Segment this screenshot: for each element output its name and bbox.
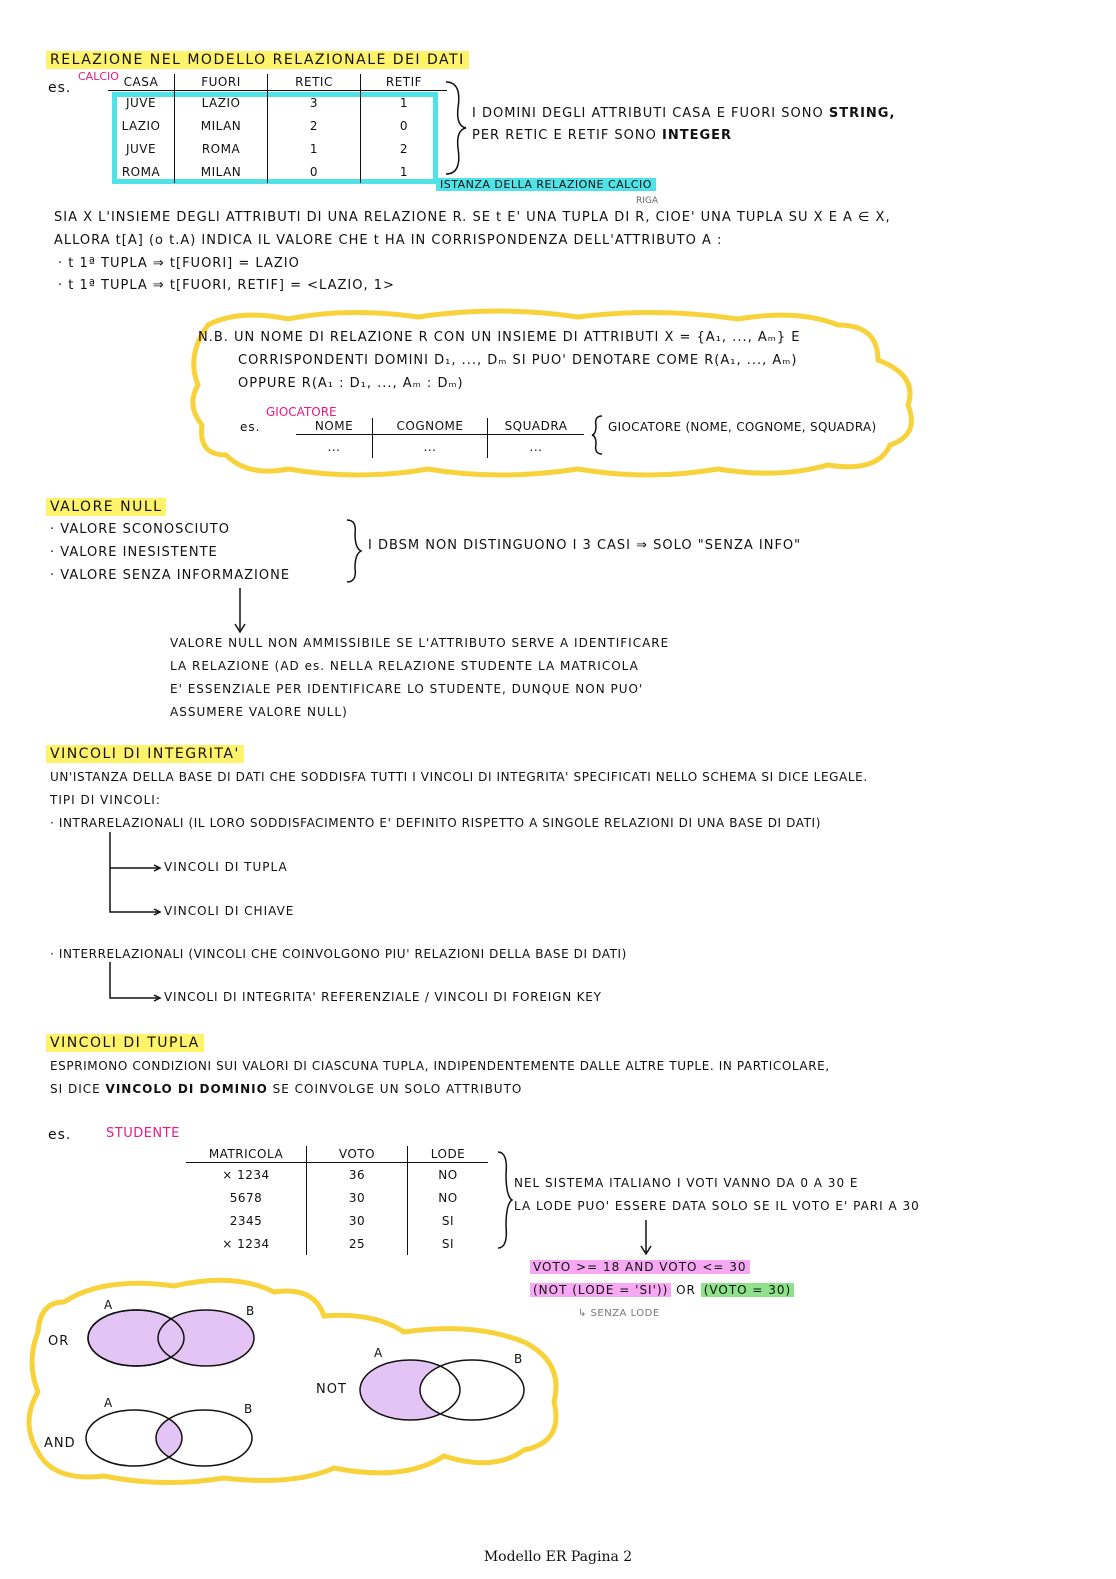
table-row (108, 160, 447, 183)
giocatore-schema: GIOCATORE (NOME, COGNOME, SQUADRA) (608, 420, 877, 434)
venn-or-a: A (104, 1298, 114, 1312)
venn-and-b: B (244, 1402, 254, 1416)
vincoli-tupla-line1: ESPRIMONO CONDIZIONI SUI VALORI DI CIASCUNA TUPLA, INDIPENDENTEMENTE DALLE ALTRE TUPLE. IN PARTICOLARE, (50, 1059, 830, 1073)
brace-icon (343, 518, 363, 584)
studente-table (186, 1146, 488, 1255)
es-label: es. (240, 420, 261, 434)
cell: NO (438, 1190, 458, 1205)
table-row (296, 435, 584, 459)
venn-and-a: A (104, 1396, 114, 1410)
cell: NO (438, 1167, 458, 1182)
nb-line1: N.B. UN NOME DI RELAZIONE R CON UN INSIEME DI ATTRIBUTI X = {A₁, ..., Aₘ} E (198, 330, 801, 345)
arrow-down-icon (232, 586, 248, 636)
relation-name-studente: STUDENTE (106, 1126, 180, 1141)
cell: 30 (307, 1209, 408, 1232)
senza-lode-note: ↳ SENZA LODE (578, 1308, 660, 1319)
cell: LAZIO (175, 91, 268, 115)
instance-label: ISTANZA DELLA RELAZIONE CALCIO (436, 178, 656, 191)
header-retic: RETIC (268, 74, 361, 91)
calcio-table-wrapper (108, 74, 447, 183)
vincoli-tupla-item: VINCOLI DI TUPLA (164, 860, 288, 874)
null-explanation-4: ASSUMERE VALORE NULL) (170, 705, 348, 719)
cell: JUVE (108, 91, 175, 115)
null-item-2: · VALORE INESISTENTE (50, 545, 218, 560)
brace-icon (440, 78, 470, 178)
cell: 1 (399, 95, 409, 110)
nb-line2: CORRISPONDENTI DOMINI D₁, ..., Dₘ SI PUO' DENOTARE COME R(A₁, ..., Aₘ) (238, 353, 798, 368)
header-lode: LODE (408, 1146, 489, 1163)
venn-and-label: AND (44, 1436, 76, 1451)
vincoli-intra: · INTRARELAZIONALI (IL LORO SODDISFACIMENTO E' DEFINITO RISPETTO A SINGOLE RELAZIONI DI UNA BASE DI DATI) (50, 816, 821, 830)
cell: SI (441, 1213, 455, 1228)
tupla-bullet1: · t 1ª TUPLA ⇒ t[FUORI] = LAZIO (58, 256, 300, 271)
studente-note-line1: NEL SISTEMA ITALIANO I VOTI VANNO DA 0 A 30 E (514, 1176, 859, 1190)
venn-or-label: OR (48, 1334, 70, 1349)
vincoli-chiave-item: VINCOLI DI CHIAVE (164, 904, 295, 918)
expr-voto-range: VOTO >= 18 AND VOTO <= 30 (530, 1260, 750, 1274)
cell: 25 (307, 1232, 408, 1255)
studente-note-line2: LA LODE PUO' ESSERE DATA SOLO SE IL VOTO E' PARI A 30 (514, 1199, 920, 1213)
es-label: es. (48, 80, 72, 96)
giocatore-table-wrapper (296, 418, 584, 458)
riga-annotation: RIGA (636, 196, 659, 206)
table-row (108, 137, 447, 160)
domain-note-line1: I DOMINI DEGLI ATTRIBUTI CASA E FUORI SONO STRING, (472, 106, 896, 121)
or-set-b (158, 1310, 254, 1366)
giocatore-table (296, 418, 584, 458)
table-row (186, 1186, 488, 1209)
cell: 30 (307, 1186, 408, 1209)
table-row (186, 1209, 488, 1232)
cell: ... (296, 435, 373, 459)
cell: ... (373, 435, 488, 459)
tupla-line1: SIA X L'INSIEME DEGLI ATTRIBUTI DI UNA RELAZIONE R. SE t E' UNA TUPLA DI R, CIOE' UNA TUPLA SU X E A ∈ X, (54, 210, 891, 225)
table-row (186, 1232, 488, 1255)
cell: 3 (268, 91, 361, 115)
null-item-1: · VALORE SCONOSCIUTO (50, 522, 230, 537)
cell: MILAN (175, 114, 268, 137)
vincoli-line1: UN'ISTANZA DELLA BASE DI DATI CHE SODDISFA TUTTI I VINCOLI DI INTEGRITA' SPECIFICATI NELLO SCHEMA SI DICE LEGALE. (50, 770, 868, 784)
brace-icon (590, 414, 606, 456)
vincoli-inter: · INTERRELAZIONALI (VINCOLI CHE COINVOLGONO PIU' RELAZIONI DELLA BASE DI DATI) (50, 947, 627, 961)
venn-not-label: NOT (316, 1382, 347, 1397)
cell: LAZIO (108, 114, 175, 137)
es-label: es. (48, 1127, 72, 1143)
cell: × 1234 (186, 1232, 307, 1255)
header-voto: VOTO (307, 1146, 408, 1163)
cell: ... (529, 439, 543, 454)
vincoli-tupla-line2: SI DICE VINCOLO DI DOMINIO SE COINVOLGE UN SOLO ATTRIBUTO (50, 1082, 523, 1096)
nb-line3: OPPURE R(A₁ : D₁, ..., Aₘ : Dₘ) (238, 376, 464, 391)
header-retif: RETIF (361, 74, 448, 91)
vincoli-line2: TIPI DI VINCOLI: (50, 793, 161, 807)
domain-note-line2: PER RETIC E RETIF SONO INTEGER (472, 128, 733, 143)
cell: 2345 (186, 1209, 307, 1232)
cell: MILAN (175, 160, 268, 183)
header-casa: CASA (108, 74, 175, 91)
cell: 2 (399, 141, 409, 156)
header-nome: NOME (296, 418, 373, 435)
cell: 2 (268, 114, 361, 137)
null-explanation-1: VALORE NULL NON AMMISSIBILE SE L'ATTRIBUTO SERVE A IDENTIFICARE (170, 636, 670, 650)
header-fuori: FUORI (175, 74, 268, 91)
cell: 0 (399, 118, 409, 133)
section-title-vincoli-tupla: VINCOLI DI TUPLA (46, 1035, 204, 1051)
table-row (186, 1163, 488, 1187)
cell: ROMA (108, 160, 175, 183)
branch-lines-icon (108, 832, 168, 922)
venn-not-a: A (374, 1346, 384, 1360)
cell: SI (441, 1236, 455, 1251)
vincoli-inter-item: VINCOLI DI INTEGRITA' REFERENZIALE / VINCOLI DI FOREIGN KEY (164, 990, 602, 1004)
tupla-bullet2: · t 1ª TUPLA ⇒ t[FUORI, RETIF] = <LAZIO, 1> (58, 278, 395, 293)
venn-or-b: B (246, 1304, 256, 1318)
table-row (108, 114, 447, 137)
null-explanation-2: LA RELAZIONE (AD es. NELLA RELAZIONE STUDENTE LA MATRICOLA (170, 659, 639, 673)
cell: 36 (307, 1163, 408, 1187)
section-title-null: VALORE NULL (46, 499, 166, 515)
expr-lode: (NOT (LODE = 'SI')) OR (VOTO = 30) (530, 1283, 794, 1297)
null-explanation-3: E' ESSENZIALE PER IDENTIFICARE LO STUDENTE, DUNQUE NON PUO' (170, 682, 644, 696)
cell: 5678 (186, 1186, 307, 1209)
table-row (108, 91, 447, 115)
arrow-down-icon (638, 1218, 654, 1258)
relation-name-calcio: CALCIO (78, 70, 119, 83)
header-cognome: COGNOME (373, 418, 488, 435)
page-footer: Modello ER Pagina 2 (483, 1549, 633, 1565)
cell: ROMA (175, 137, 268, 160)
branch-line-icon (108, 962, 168, 1006)
header-squadra: SQUADRA (488, 418, 585, 435)
null-note: I DBSM NON DISTINGUONO I 3 CASI ⇒ SOLO "SENZA INFO" (368, 538, 802, 553)
cell: JUVE (108, 137, 175, 160)
calcio-table (108, 74, 447, 183)
tupla-line2: ALLORA t[A] (o t.A) INDICA IL VALORE CHE t HA IN CORRISPONDENZA DELL'ATTRIBUTO A : (54, 233, 723, 248)
cell: × 1234 (186, 1163, 307, 1187)
header-matricola: MATRICOLA (186, 1146, 307, 1163)
relation-name-giocatore: GIOCATORE (266, 405, 337, 419)
null-item-3: · VALORE SENZA INFORMAZIONE (50, 568, 291, 583)
brace-icon (494, 1150, 514, 1250)
cell: 0 (268, 160, 361, 183)
section-title-relazione: RELAZIONE NEL MODELLO RELAZIONALE DEI DATI (46, 52, 469, 68)
cell: 1 (399, 164, 409, 179)
section-title-vincoli: VINCOLI DI INTEGRITA' (46, 746, 244, 762)
cell: 1 (268, 137, 361, 160)
studente-table-wrapper (186, 1146, 488, 1255)
venn-not-b: B (514, 1352, 524, 1366)
